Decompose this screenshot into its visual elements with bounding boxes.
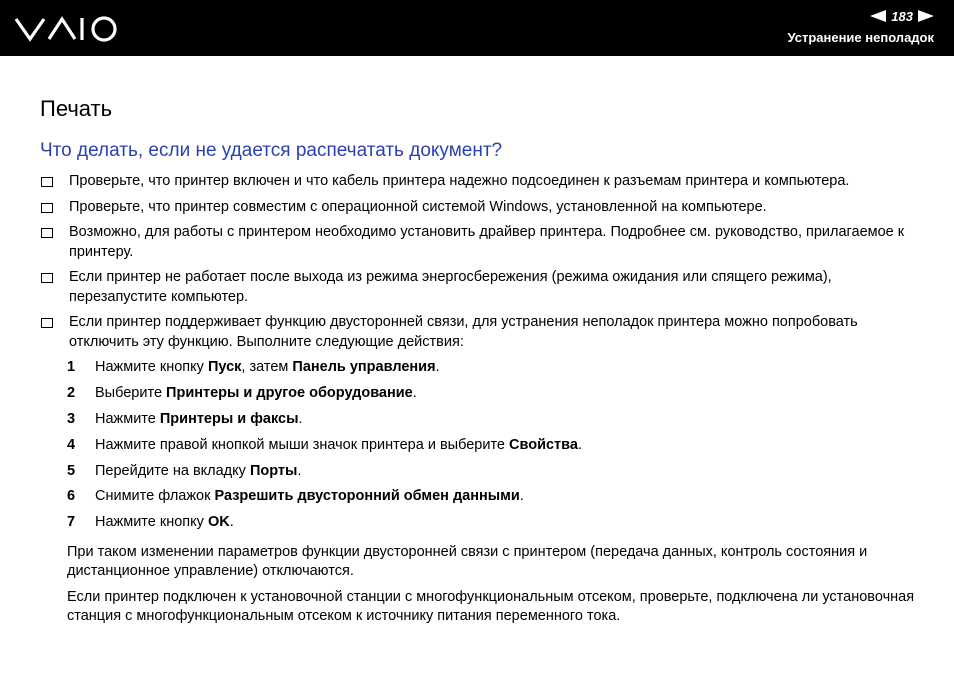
list-item-text: Проверьте, что принтер включен и что кабель принтера надежно подсоединен к разъемам принтера и компьютера. bbox=[69, 173, 850, 189]
step-item bbox=[67, 358, 930, 378]
step-text: Перейдите на вкладку Порты. bbox=[95, 462, 302, 479]
step-number: 5 bbox=[67, 462, 76, 479]
step-item bbox=[67, 384, 930, 404]
step-text: Нажмите правой кнопкой мыши значок принтера и выберите Свойства. bbox=[95, 436, 582, 453]
list-item bbox=[40, 313, 930, 352]
list-item-text: Если принтер не работает после выхода из режима энергосбережения (режима ожидания или спящего режима), перезапустите компьютер. bbox=[69, 269, 832, 305]
note-paragraph: При таком изменении параметров функции двусторонней связи с принтером (передача данных, контроль состояния и дистанционное управление) отключаются. bbox=[67, 543, 868, 580]
list-item-text: Возможно, для работы с принтером необходимо установить драйвер принтера. Подробнее см. руководство, прилагаемое к принтеру. bbox=[69, 224, 905, 260]
step-number: 1 bbox=[67, 359, 76, 375]
main-content bbox=[40, 172, 930, 633]
checkbox-bullet-icon bbox=[41, 228, 53, 238]
section-name: Устранение неполадок bbox=[787, 30, 934, 45]
step-text: Нажмите кнопку OK. bbox=[95, 514, 234, 531]
list-item bbox=[40, 268, 930, 307]
next-page-icon[interactable] bbox=[918, 10, 934, 22]
step-item bbox=[67, 487, 930, 507]
page-navigation bbox=[870, 8, 934, 24]
step-number: 7 bbox=[67, 514, 76, 531]
vaio-logo bbox=[14, 15, 120, 43]
step-item bbox=[67, 436, 930, 456]
page-header bbox=[0, 0, 954, 56]
list-item bbox=[40, 198, 930, 218]
step-text: Нажмите кнопку Пуск, затем Панель управления. bbox=[95, 359, 440, 375]
section-subtitle: Что делать, если не удается распечатать документ? bbox=[40, 140, 503, 161]
step-item bbox=[67, 462, 930, 482]
list-item bbox=[40, 223, 930, 262]
step-text: Выберите Принтеры и другое оборудование. bbox=[95, 384, 417, 401]
list-item-text: Если принтер поддерживает функцию двусторонней связи, для устранения неполадок принтера можно попробовать отключить эту функцию. Выполните следующие действия: bbox=[69, 314, 858, 350]
step-item bbox=[67, 513, 930, 533]
step-number: 3 bbox=[67, 410, 76, 427]
page-number: 183 bbox=[891, 8, 913, 24]
list-item bbox=[40, 172, 930, 192]
steps-list bbox=[67, 358, 930, 533]
checkbox-bullet-icon bbox=[41, 273, 53, 283]
checkbox-bullet-icon bbox=[41, 203, 53, 213]
step-text: Снимите флажок Разрешить двусторонний обмен данными. bbox=[95, 488, 524, 505]
step-text: Нажмите Принтеры и факсы. bbox=[95, 410, 303, 427]
note-paragraph: Если принтер подключен к установочной станции с многофункциональным отсеком, проверьте, подключена ли установочная станция с многофункциональным отсеком к источнику питания переменного тока. bbox=[67, 588, 915, 625]
checkbox-bullet-icon bbox=[41, 177, 53, 187]
step-number: 4 bbox=[67, 436, 76, 453]
step-item bbox=[67, 410, 930, 430]
previous-page-icon[interactable] bbox=[870, 10, 886, 22]
list-item-text: Проверьте, что принтер совместим с операционной системой Windows, установленной на компьютере. bbox=[69, 198, 767, 215]
step-number: 6 bbox=[67, 488, 76, 505]
checkbox-bullet-icon bbox=[41, 318, 53, 328]
step-number: 2 bbox=[67, 384, 76, 401]
page-title: Печать bbox=[40, 96, 113, 121]
